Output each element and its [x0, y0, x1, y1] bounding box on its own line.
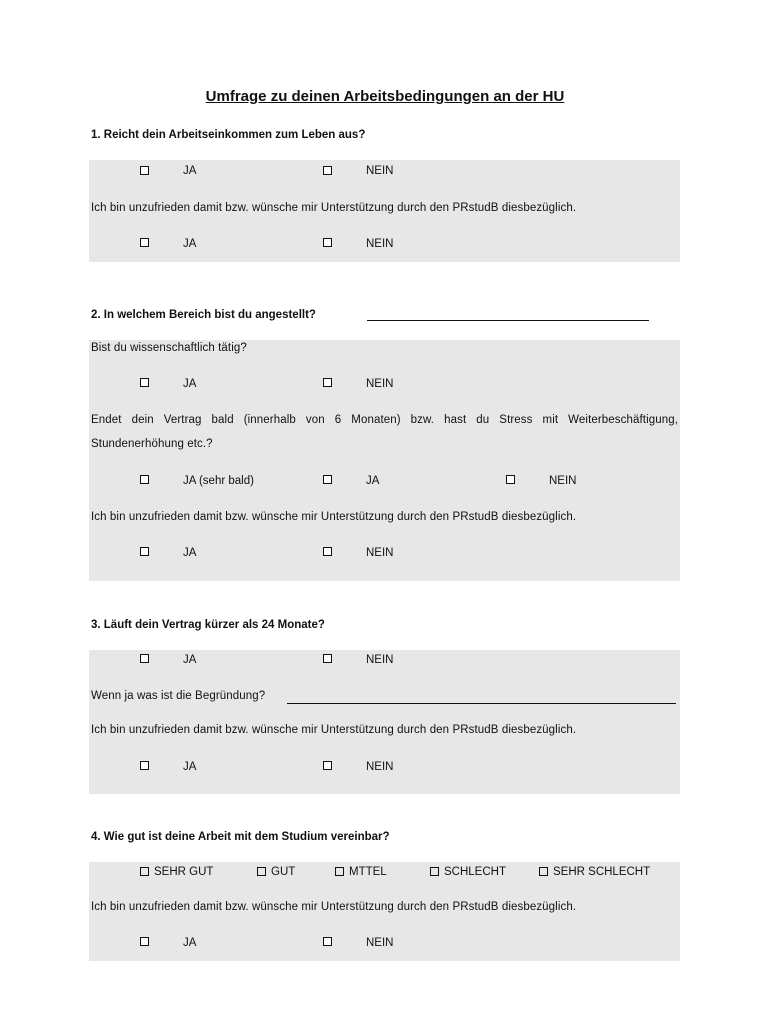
q4-option-bad[interactable] — [430, 866, 506, 878]
q2-contract-very-soon-checkbox[interactable] — [140, 475, 149, 484]
q2-contract-text-1: Endet dein Vertrag bald (innerhalb von 6 Monaten) bzw. hast du Stress mit Weiterbeschäftigung, — [91, 414, 678, 426]
q3-unhappy-no-label: NEIN — [366, 761, 394, 773]
q4-good-checkbox[interactable] — [257, 867, 266, 876]
q2-scientific-no-checkbox[interactable] — [323, 378, 332, 387]
q2-contract-very-soon-label: JA (sehr bald) — [183, 475, 254, 487]
q2-contract-no-label: NEIN — [549, 475, 577, 487]
q2-scientific-text: Bist du wissenschaftlich tätig? — [91, 342, 247, 354]
q3-unhappy-yes-label: JA — [183, 761, 197, 773]
q4-very-good-checkbox[interactable] — [140, 867, 149, 876]
q2-contract-text-2: Stundenerhöhung etc.? — [91, 438, 213, 450]
q1-unhappy-yes-label: JA — [183, 238, 197, 250]
q4-medium-label: MTTEL — [349, 866, 387, 878]
question-2: 2. In welchem Bereich bist du angestellt? — [91, 309, 316, 321]
q4-very-bad-checkbox[interactable] — [539, 867, 548, 876]
page-title: Umfrage zu deinen Arbeitsbedingungen an der HU — [205, 88, 565, 105]
q4-very-bad-label: SEHR SCHLECHT — [553, 866, 651, 878]
q2-unhappy-text: Ich bin unzufrieden damit bzw. wünsche mir Unterstützung durch den PRstudB diesbezüglich. — [91, 511, 577, 523]
q4-option-medium[interactable] — [335, 866, 387, 878]
q4-unhappy-text: Ich bin unzufrieden damit bzw. wünsche mir Unterstützung durch den PRstudB diesbezüglich. — [91, 901, 577, 913]
q3-yes-label: JA — [183, 654, 197, 666]
q4-option-very-bad[interactable] — [539, 866, 650, 878]
q2-unhappy-yes-checkbox[interactable] — [140, 547, 149, 556]
q1-no-checkbox[interactable] — [323, 166, 332, 175]
q2-unhappy-yes-label: JA — [183, 547, 197, 559]
q1-unhappy-text: Ich bin unzufrieden damit bzw. wünsche mir Unterstützung durch den PRstudB diesbezüglich. — [91, 202, 577, 214]
q4-option-very-good[interactable] — [140, 866, 213, 878]
q4-option-good[interactable] — [257, 866, 295, 878]
q2-scientific-yes-checkbox[interactable] — [140, 378, 149, 387]
q4-unhappy-no-label: NEIN — [366, 937, 394, 949]
q3-unhappy-text: Ich bin unzufrieden damit bzw. wünsche mir Unterstützung durch den PRstudB diesbezüglich. — [91, 724, 577, 736]
question-2-panel — [89, 340, 680, 581]
q3-unhappy-yes-checkbox[interactable] — [140, 761, 149, 770]
q3-no-checkbox[interactable] — [323, 654, 332, 663]
q1-unhappy-no-label: NEIN — [366, 238, 394, 250]
q4-good-label: GUT — [271, 866, 296, 878]
q1-yes-checkbox[interactable] — [140, 166, 149, 175]
q2-scientific-no-label: NEIN — [366, 378, 394, 390]
q4-unhappy-no-checkbox[interactable] — [323, 937, 332, 946]
q4-unhappy-yes-label: JA — [183, 937, 197, 949]
q2-unhappy-no-label: NEIN — [366, 547, 394, 559]
q4-bad-checkbox[interactable] — [430, 867, 439, 876]
q2-scientific-yes-label: JA — [183, 378, 197, 390]
q1-no-label: NEIN — [366, 165, 394, 177]
q2-unhappy-no-checkbox[interactable] — [323, 547, 332, 556]
q1-unhappy-yes-checkbox[interactable] — [140, 238, 149, 247]
q3-no-label: NEIN — [366, 654, 394, 666]
q3-yes-checkbox[interactable] — [140, 654, 149, 663]
q4-very-good-label: SEHR GUT — [154, 866, 214, 878]
q3-reason-answer-line[interactable] — [287, 703, 676, 704]
question-3: 3. Läuft dein Vertrag kürzer als 24 Monate? — [91, 619, 325, 631]
q4-bad-label: SCHLECHT — [444, 866, 506, 878]
q3-unhappy-no-checkbox[interactable] — [323, 761, 332, 770]
question-4: 4. Wie gut ist deine Arbeit mit dem Studium vereinbar? — [91, 831, 390, 843]
q2-contract-yes-label: JA — [366, 475, 380, 487]
q1-unhappy-no-checkbox[interactable] — [323, 238, 332, 247]
q2-contract-no-checkbox[interactable] — [506, 475, 515, 484]
q2-contract-yes-checkbox[interactable] — [323, 475, 332, 484]
q4-medium-checkbox[interactable] — [335, 867, 344, 876]
question-1: 1. Reicht dein Arbeitseinkommen zum Leben aus? — [91, 129, 366, 141]
q4-unhappy-yes-checkbox[interactable] — [140, 937, 149, 946]
q3-reason-text: Wenn ja was ist die Begründung? — [91, 690, 266, 702]
q1-yes-label: JA — [183, 165, 197, 177]
q2-answer-line[interactable] — [367, 320, 649, 321]
